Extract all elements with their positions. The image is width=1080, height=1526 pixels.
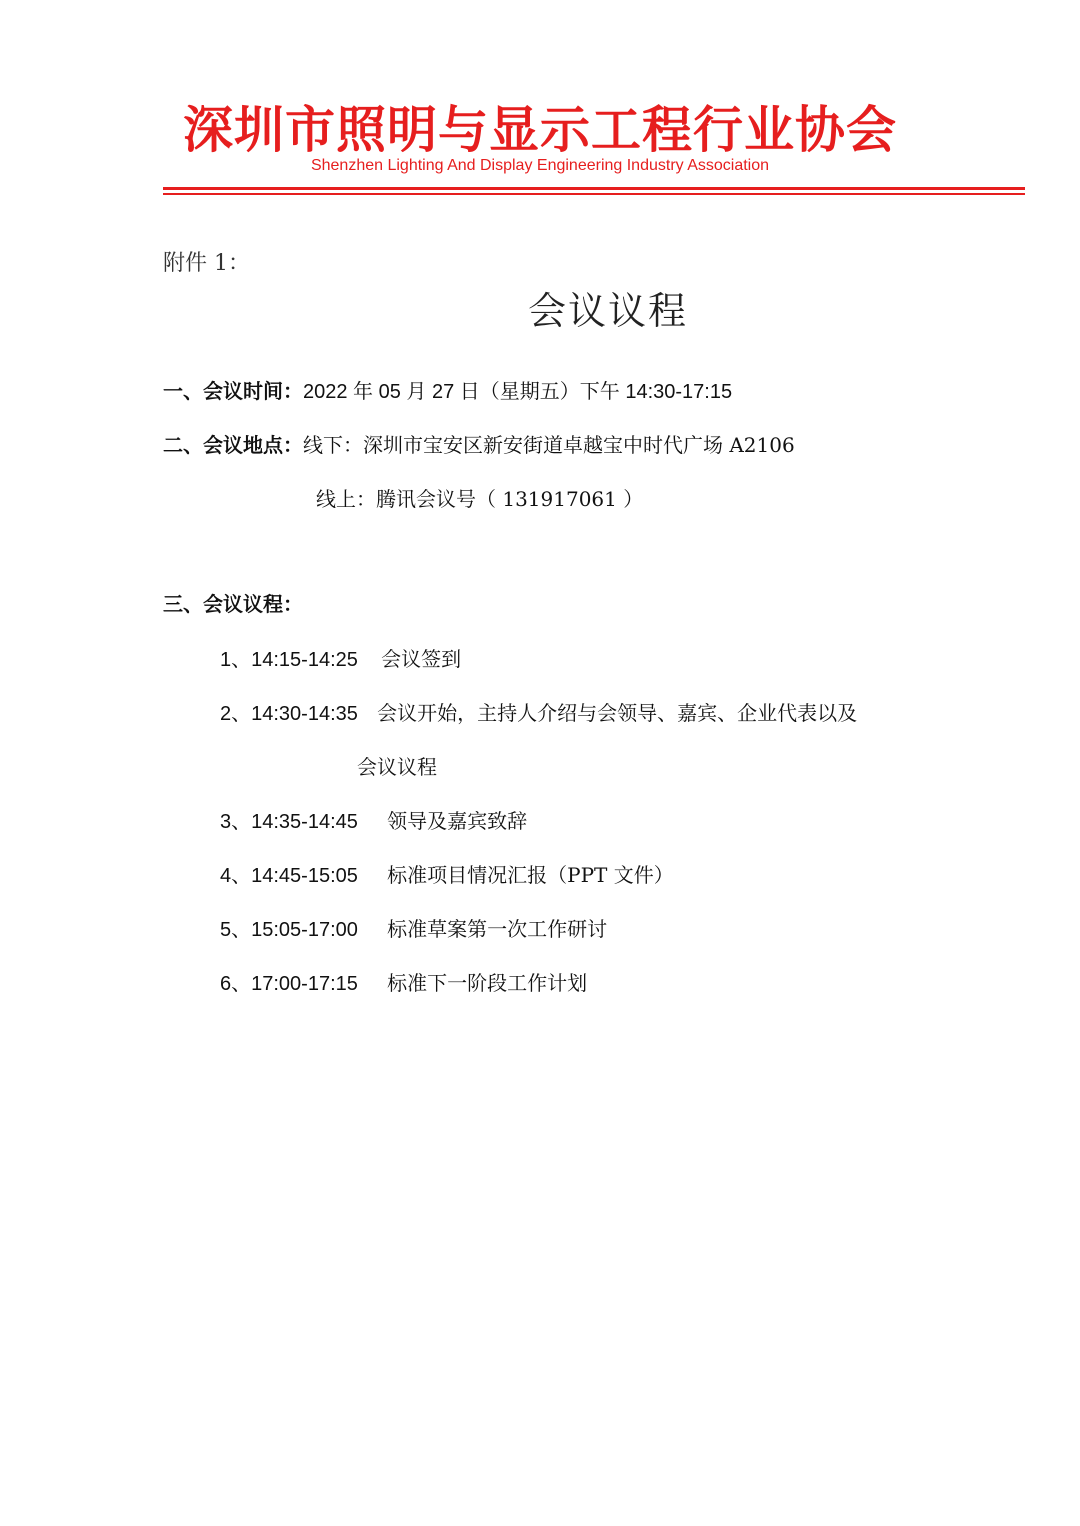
- org-name-cn: 深圳市照明与显示工程行业协会: [183, 101, 897, 159]
- meeting-location-offline: 线下：深圳市宝安区新安街道卓越宝中时代广场 A2106: [303, 433, 795, 457]
- org-name-en: Shenzhen Lighting And Display Engineering Industry Association: [310, 157, 770, 174]
- meeting-time-value: 2022 年 05 月 27 日（星期五）下午 14:30-17:15: [303, 381, 733, 403]
- agenda-item-time: 15:05-17:00: [251, 919, 358, 941]
- agenda-item-time: 14:45-15:05: [251, 865, 358, 887]
- agenda-item-desc: 会议签到: [381, 647, 462, 671]
- agenda-item-num: 6、: [220, 973, 252, 995]
- agenda-item: [220, 915, 607, 944]
- meeting-location-online: 线上：腾讯会议号（ 131917061 ）: [316, 487, 644, 511]
- agenda-item-desc: 标准草案第一次工作研讨: [387, 917, 608, 941]
- agenda-item: [220, 969, 587, 998]
- agenda-item-time: 17:00-17:15: [251, 973, 358, 995]
- agenda-item: [220, 861, 674, 890]
- meeting-location-label: 二、会议地点：: [163, 433, 303, 457]
- agenda-label: 三、会议议程：: [163, 592, 303, 616]
- agenda-item-desc-continued: 会议议程: [357, 755, 437, 779]
- agenda-item: [220, 807, 527, 836]
- meeting-location-row: [163, 431, 795, 459]
- agenda-item-desc: 标准下一阶段工作计划: [387, 971, 588, 995]
- agenda-item-num: 5、: [220, 919, 252, 941]
- agenda-item-desc: 标准项目情况汇报（PPT 文件）: [387, 863, 674, 887]
- doc-title: 会议议程: [527, 289, 688, 333]
- agenda-item-time: 14:15-14:25: [251, 649, 358, 671]
- agenda-item: [220, 645, 461, 674]
- header-rule-thin: [163, 193, 1025, 195]
- header-rule-thick: [163, 187, 1025, 190]
- agenda-item: [220, 699, 857, 728]
- attachment-label: 附件 1：: [163, 251, 250, 276]
- agenda-item-num: 2、: [220, 703, 252, 725]
- agenda-item-num: 4、: [220, 865, 252, 887]
- meeting-time-row: [163, 377, 732, 406]
- agenda-item-time: 14:30-14:35: [251, 703, 358, 725]
- agenda-item-desc: 领导及嘉宾致辞: [387, 809, 528, 833]
- agenda-item-num: 1、: [220, 649, 252, 671]
- meeting-time-label: 一、会议时间：: [163, 379, 303, 403]
- agenda-item-num: 3、: [220, 811, 252, 833]
- agenda-item-desc: 会议开始，主持人介绍与会领导、嘉宾、企业代表以及: [377, 701, 858, 725]
- agenda-item-time: 14:35-14:45: [251, 811, 358, 833]
